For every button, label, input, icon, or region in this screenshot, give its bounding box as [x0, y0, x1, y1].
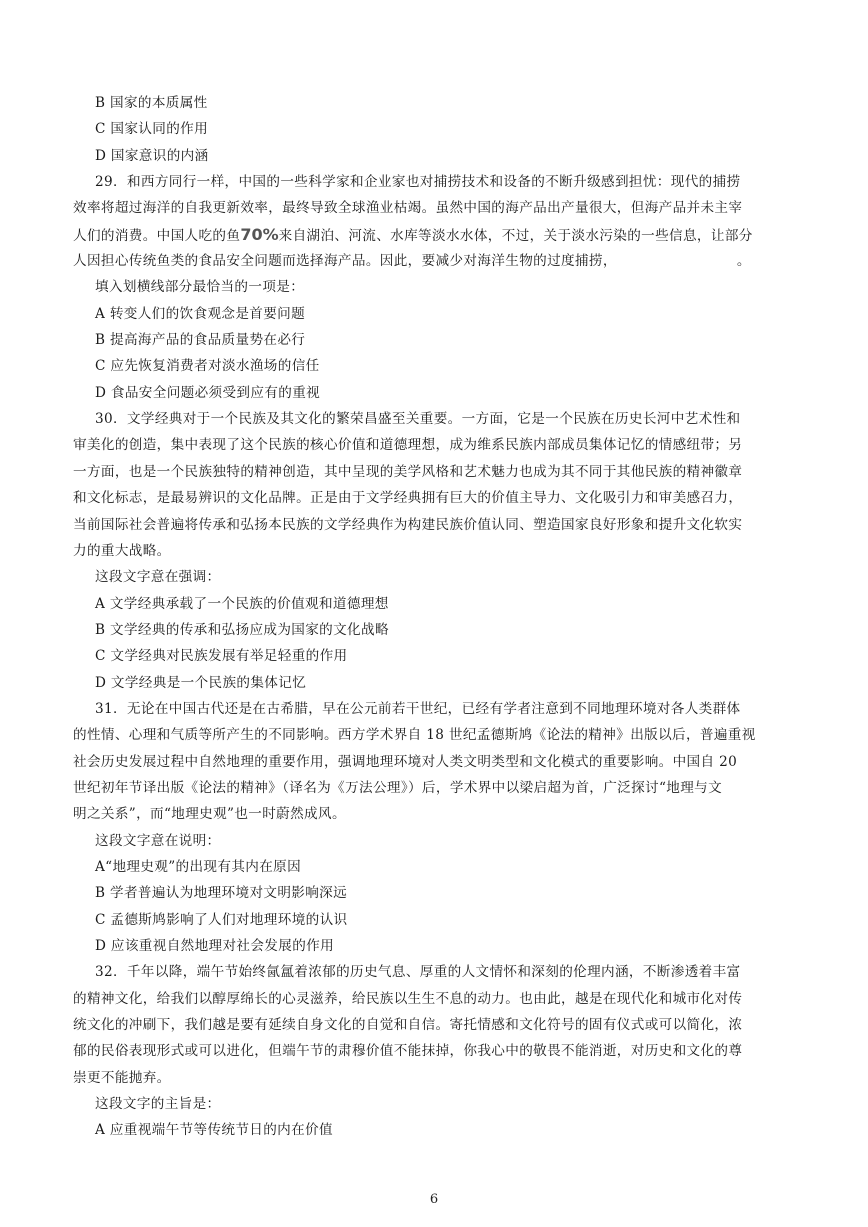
option-d-q31: D 应该重视自然地理对社会发展的作用 [95, 938, 335, 954]
page-content [73, 90, 813, 1144]
q29-prompt: 填入划横线部分最恰当的一项是： [95, 279, 305, 296]
option-a-q29: A 转变人们的饮食观念是首要问题 [95, 305, 306, 322]
q31-text-line: 社会历史发展过程中自然地理的重要作用，强调地理环境对人类文明类型和文化模式的重要影响。中国自 20 [73, 753, 738, 770]
option-d-q30: D 文学经典是一个民族的集体记忆 [95, 674, 307, 691]
option-d-q29: D 食品安全问题必须受到应有的重视 [95, 384, 321, 401]
q29-text-line: 29．和西方同行一样，中国的一些科学家和企业家也对捕捞技术和设备的不断升级感到担忧：现代的捕捞 [95, 174, 741, 191]
option-a-q30: A 文学经典承载了一个民族的价值观和道德理想 [95, 595, 389, 612]
q30-text-line: 30．文学经典对于一个民族及其文化的繁荣昌盛至关重要。一方面，它是一个民族在历史长河中艺术性和 [95, 411, 741, 428]
q31-text-line: 世纪初年节译出版《论法的精神》（译名为《万法公理》）后，学术界中以梁启超为首，广泛探讨“地理与文 [73, 779, 723, 796]
option-b-q29: B 提高海产品的食品质量势在必行 [95, 332, 306, 349]
q30-text-line: 和文化标志，是最易辨识的文化品牌。正是由于文学经典拥有巨大的价值主导力、文化吸引力和审美感召力， [73, 490, 743, 507]
q32-text-line: 崇更不能抛弃。 [73, 1069, 171, 1086]
option-c-q30: C 文学经典对民族发展有举足轻重的作用 [95, 648, 348, 665]
q30-text-line: 力的重大战略。 [73, 542, 171, 559]
q32-text-line: 32．千年以降，端午节始终氤氲着浓郁的历史气息、厚重的人文情怀和深刻的伦理内涵，不断渗透着丰富 [95, 964, 741, 981]
q29-text-segment: 人因担心传统鱼类的食品安全问题而选择海产品。因此，要减少对海洋生物的过度捕捞， [73, 253, 617, 270]
q31-prompt: 这段文字意在说明： [95, 832, 221, 849]
q30-text-line: 审美化的创造，集中表现了这个民族的核心价值和道德理想，成为维系民族内部成员集体记忆的情感纽带；另 [73, 437, 743, 454]
option-c-q28: C 国家认同的作用 [95, 121, 209, 138]
q32-text-line: 郁的民俗表现形式或可以进化，但端午节的肃穆价值不能抹掉，你我心中的敬畏不能消逝，对历史和文化的尊 [73, 1043, 743, 1060]
percent-figure: 70% [240, 224, 279, 244]
option-b-q28: B 国家的本质属性 [95, 95, 208, 111]
option-b-q30: B 文学经典的传承和弘扬应成为国家的文化战略 [95, 621, 389, 638]
q31-text-line: 31．无论在中国古代还是在古希腊，早在公元前若干世纪，已经有学者注意到不同地理环境对各人类群体 [95, 700, 741, 717]
q29-text-segment: 来自湖泊、河流、水库等淡水水体，不过，关于淡水污染的一些信息，让部分 [278, 227, 753, 244]
q29-text-line [73, 222, 813, 248]
q30-text-line: 当前国际社会普遍将传承和弘扬本民族的文学经典作为构建民族价值认同、塑造国家良好形象和提升文化软实 [73, 516, 743, 533]
q29-period: 。 [736, 253, 751, 270]
q32-prompt: 这段文字的主旨是： [95, 1096, 221, 1113]
option-c-q31: C 孟德斯鸠影响了人们对地理环境的认识 [95, 911, 348, 928]
q31-text-line: 明之关系”，而“地理史观”也一时蔚然成风。 [73, 806, 346, 823]
q32-text-line: 统文化的冲刷下，我们越是要有延续自身文化的自觉和自信。寄托情感和文化符号的固有仪式或可以简化，浓 [73, 1017, 743, 1034]
option-b-q31: B 学者普遍认为地理环境对文明影响深远 [95, 885, 348, 902]
q29-text-segment: 人们的消费。中国人吃的鱼 [73, 227, 241, 244]
option-d-q28: D 国家意识的内涵 [95, 147, 209, 164]
q32-text-line: 的精神文化，给我们以醇厚绵长的心灵滋养，给民族以生生不息的动力。也由此，越是在现代化和城市化对传 [73, 990, 743, 1007]
q30-prompt: 这段文字意在强调： [95, 569, 221, 586]
option-a-q32: A 应重视端午节等传统节日的内在价值 [95, 1122, 333, 1139]
q29-text-line: 效率将超过海洋的自我更新效率，最终导致全球渔业枯竭。虽然中国的海产品出产量很大，但海产品并未主宰 [73, 200, 743, 217]
option-c-q29: C 应先恢复消费者对淡水渔场的信任 [95, 358, 320, 375]
page-number: 6 [429, 1192, 439, 1207]
option-a-q31: A“地理史观”的出现有其内在原因 [95, 858, 302, 875]
q29-text-line [73, 248, 813, 274]
q30-text-line: 一方面，也是一个民族独特的精神创造，其中呈现的美学风格和艺术魅力也成为其不同于其他民族的精神徽章 [73, 463, 743, 480]
q31-text-line: 的性情、心理和气质等所产生的不同影响。西方学术界自 18 世纪孟德斯鸠《论法的精神》出版以后，普遍重视 [73, 727, 756, 744]
